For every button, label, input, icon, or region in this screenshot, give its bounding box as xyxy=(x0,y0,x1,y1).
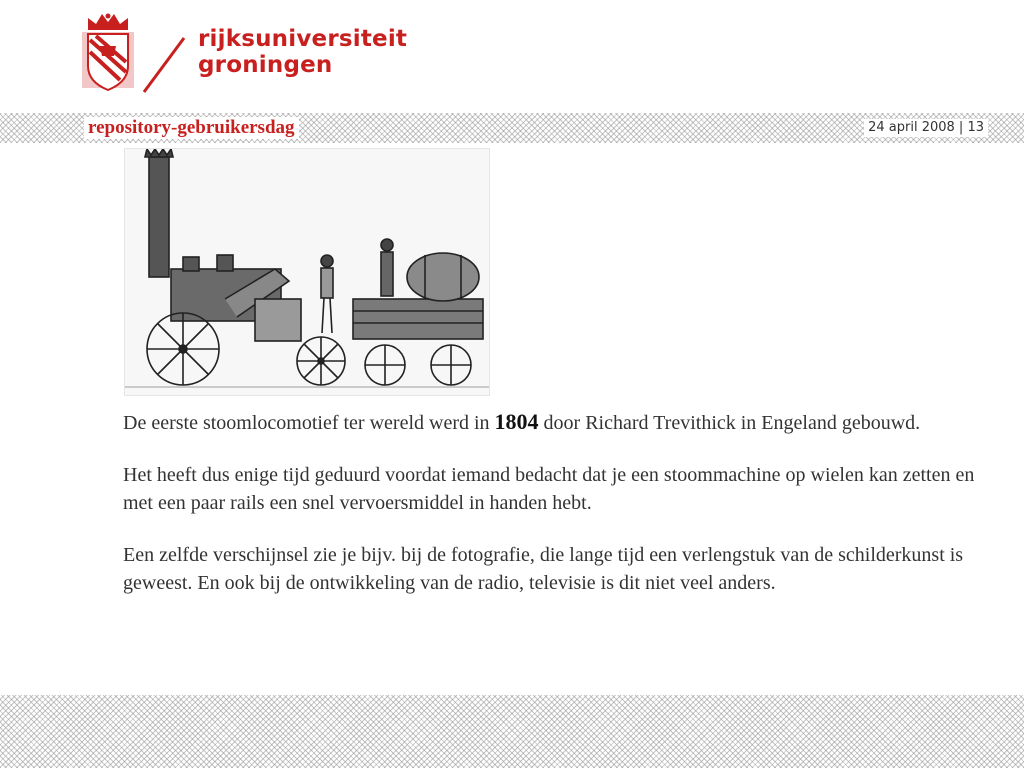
steam-locomotive-icon xyxy=(125,149,489,395)
slide-body xyxy=(123,408,983,621)
footer-band xyxy=(0,695,1024,768)
paragraph-1 xyxy=(123,408,983,437)
header-band xyxy=(0,113,1024,143)
university-logo xyxy=(80,12,410,96)
paragraph-3: Een zelfde verschijnsel zie je bijv. bij de fotografie, die lange tijd een verlengstuk van de schilderkunst is geweest. En ook bij de ontwikkeling van de radio, televisie is dit niet veel anders. xyxy=(123,544,964,594)
paragraph-1-text-end: door Richard Trevithick in Engeland gebouwd. xyxy=(538,412,921,434)
date-and-page-number: 24 april 2008 | 13 xyxy=(864,119,988,137)
university-name-line1: rijksuniversiteit xyxy=(198,26,408,52)
university-name xyxy=(198,26,407,78)
event-title: repository-gebruikersdag xyxy=(84,117,299,139)
logo-divider xyxy=(80,12,200,96)
year-highlight: 1804 xyxy=(494,409,539,434)
university-name-line2: groningen xyxy=(198,52,333,78)
paragraph-1-text-start: De eerste stoomlocomotief ter wereld werd in xyxy=(123,412,495,434)
paragraph-2: Het heeft dus enige tijd geduurd voordat iemand bedacht dat je een stoommachine op wielen kan zetten en met een paar rails een snel vervoersmiddel in handen hebt. xyxy=(123,464,975,514)
locomotive-illustration xyxy=(124,148,490,396)
